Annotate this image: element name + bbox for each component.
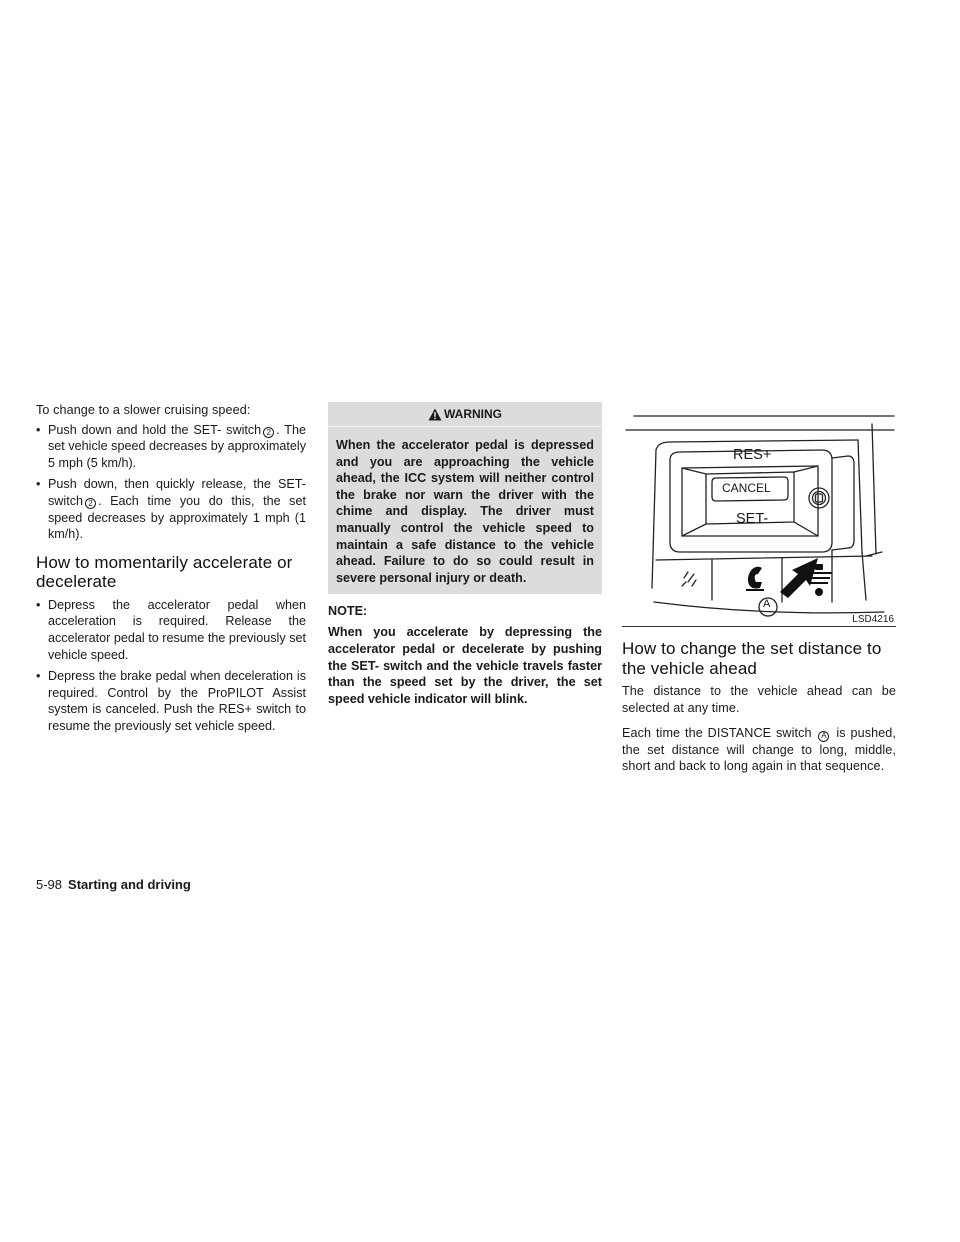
section-name: Starting and driving (68, 877, 191, 892)
paragraph: Each time the DISTANCE switch A is pushed, the set distance will change to long, middle, short and back to long again in that sequence. (622, 726, 896, 774)
note-title: NOTE: (328, 604, 368, 619)
warning-text: When the accelerator pedal is depressed and you are approaching the vehicle ahead, the ICC system will neither control the brake nor warn the driver with the chime and display. The driver must manually control the vehicle speed to maintain a safe distance to the vehicle ahead. Failure to do so could result in severe personal injury or death. (336, 438, 594, 585)
accel-decel-list (36, 597, 306, 735)
section-heading: How to momentarily accelerate or decelerate (36, 552, 293, 592)
cancel-label: CANCEL (722, 481, 771, 495)
warning-header (328, 402, 602, 427)
page-footer (36, 877, 191, 892)
callout-2-icon: 2 (263, 427, 274, 438)
list-item: • Push down, then quickly release, the SET- switch 2 . Each time you do this, the set speed decreases by approximately 1 mph (1 km/h). (36, 476, 306, 542)
note-text: When you accelerate by depressing the accelerator pedal or decelerate by pushing the SET- switch and the vehicle travels faster than the speed set by the driver, the set speed vehicle indicator will blink. (328, 625, 602, 706)
paragraph: The distance to the vehicle ahead can be selected at any time. (622, 684, 896, 715)
intro-text: To change to a slower cruising speed: (36, 403, 251, 417)
left-column (36, 402, 306, 740)
callout-2-icon: 2 (85, 498, 96, 509)
page-number: 5-98 (36, 877, 63, 892)
middle-column (328, 402, 602, 707)
set-minus-label: SET- (736, 511, 769, 527)
callout-a-icon: A (818, 731, 829, 742)
steering-switch-figure (622, 402, 896, 627)
list-item: • Depress the brake pedal when deceleration is required. Control by the ProPILOT Assist system is canceled. Push the RES+ switch to resume the previously set vehicle speed. (36, 668, 306, 734)
res-plus-label: RES+ (733, 447, 772, 463)
section-heading: How to change the set distance to the vehicle ahead (622, 639, 882, 678)
figure-code: LSD4216 (852, 614, 894, 625)
warning-box (328, 402, 602, 594)
right-column (622, 402, 896, 784)
list-item: • Depress the accelerator pedal when acceleration is required. Release the accelerator pedal to resume the previously set vehicle speed. (36, 597, 306, 663)
slow-speed-list (36, 422, 306, 543)
list-item: • Push down and hold the SET- switch 2 . The set vehicle speed decreases by approximately 5 mph (5 km/h). (36, 422, 306, 472)
warning-icon (428, 408, 442, 421)
callout-a-label: A (763, 598, 771, 610)
warning-title: WARNING (444, 407, 502, 421)
